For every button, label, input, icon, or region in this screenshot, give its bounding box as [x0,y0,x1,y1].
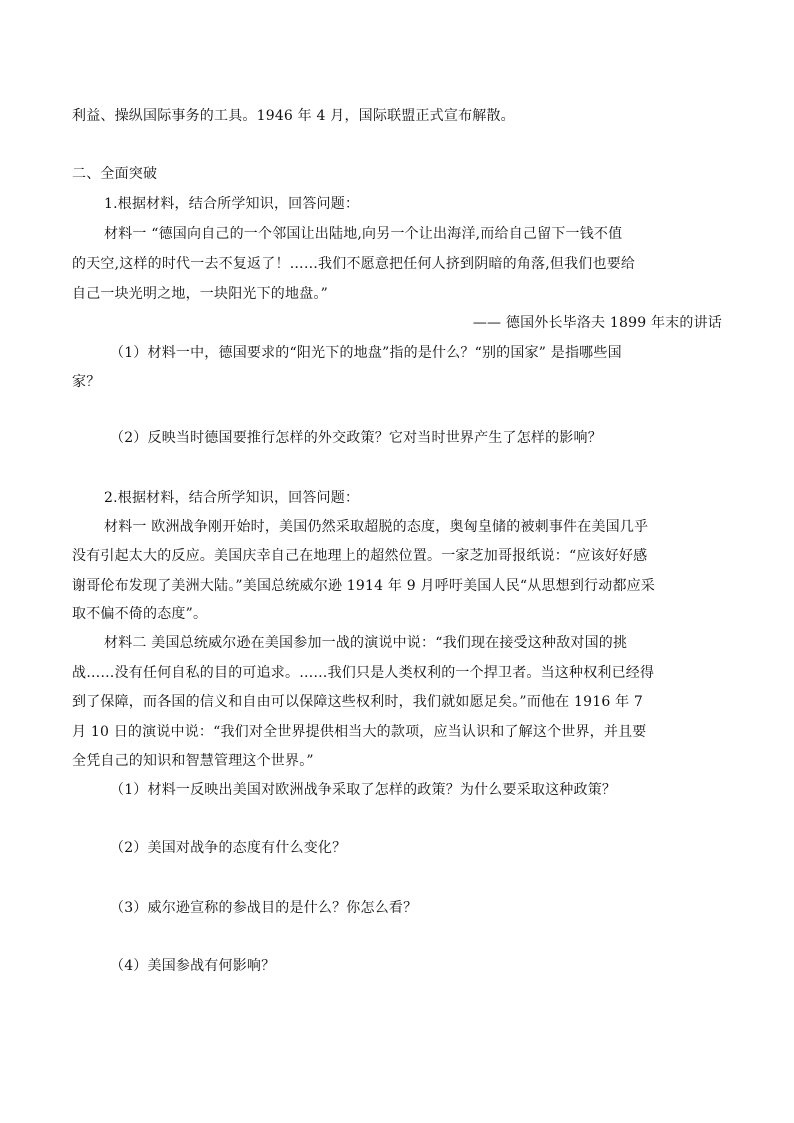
q2-material2-line: 到了保障，而各国的信义和自由可以保障这些权利时，我们就如愿足矣。”而他在 1916 年 7 [72,694,644,710]
q2-sub-question-1: （1）材料一反映出美国对欧洲战争采取了怎样的政策？为什么要采取这种政策？ [110,782,617,798]
q1-sub-question-1: （1）材料一中，德国要求的“阳光下的地盘”指的是什么？“别的国家” 是指哪些国 [110,345,622,361]
q2-material2-line: 战……没有任何自私的目的可追求。……我们只是人类权利的一个捍卫者。当这种权利已经得 [72,665,655,681]
q2-material1-line: 材料一 欧洲战争刚开始时，美国仍然采取超脱的态度，奥匈皇储的被刺事件在美国几乎 [104,519,649,535]
q2-material2-line: 全凭自己的知识和智慧管理这个世界。” [72,753,314,769]
q2-sub-question-2: （2）美国对战争的态度有什么变化？ [110,840,347,856]
q1-material-line: 的天空,这样的时代一去不复返了！……我们不愿意把任何人挤到阴暗的角落,但我们也要给 [72,256,636,272]
section-heading: 二、全面突破 [72,166,158,182]
q2-material2-line: 材料二 美国总统威尔逊在美国参加一战的演说中说：“我们现在接受这种敌对国的挑 [104,635,628,651]
q1-material-line: 自己一块光明之地，一块阳光下的地盘。” [72,286,328,302]
question-2-prompt: 2.根据材料，结合所学知识，回答问题： [104,490,360,506]
q1-material-line: 材料一 “德国向自己的一个邻国让出陆地,向另一个让出海洋,而给自己留下一钱不值 [104,226,623,242]
q2-material1-line: 没有引起太大的反应。美国庆幸自己在地理上的超然位置。一家芝加哥报纸说：“应该好好感 [72,548,648,564]
q2-material1-line: 取不偏不倚的态度”。 [72,606,208,622]
q1-sub-question-1-cont: 家？ [72,374,101,390]
question-1-prompt: 1.根据材料，结合所学知识，回答问题： [104,196,360,212]
intro-line: 利益、操纵国际事务的工具。1946 年 4 月，国际联盟正式宣布解散。 [72,108,515,124]
q2-material1-line: 谢哥伦布发现了美洲大陆。”美国总统威尔逊 1914 年 9 月呼吁美国人民“从思想到行动都应采 [72,578,656,594]
q2-material2-line: 月 10 日的演说中说：“我们对全世界提供相当大的款项，应当认识和了解这个世界，并且要 [72,724,647,740]
q1-sub-question-2: （2）反映当时德国要推行怎样的外交政策？它对当时世界产生了怎样的影响？ [110,430,602,446]
q2-sub-question-4: （4）美国参战有何影响？ [110,958,276,974]
q1-material-source: —— 德国外长毕洛夫 1899 年末的讲话 [472,315,722,331]
q2-sub-question-3: （3）威尔逊宣称的参战目的是什么？你怎么看？ [110,900,418,916]
